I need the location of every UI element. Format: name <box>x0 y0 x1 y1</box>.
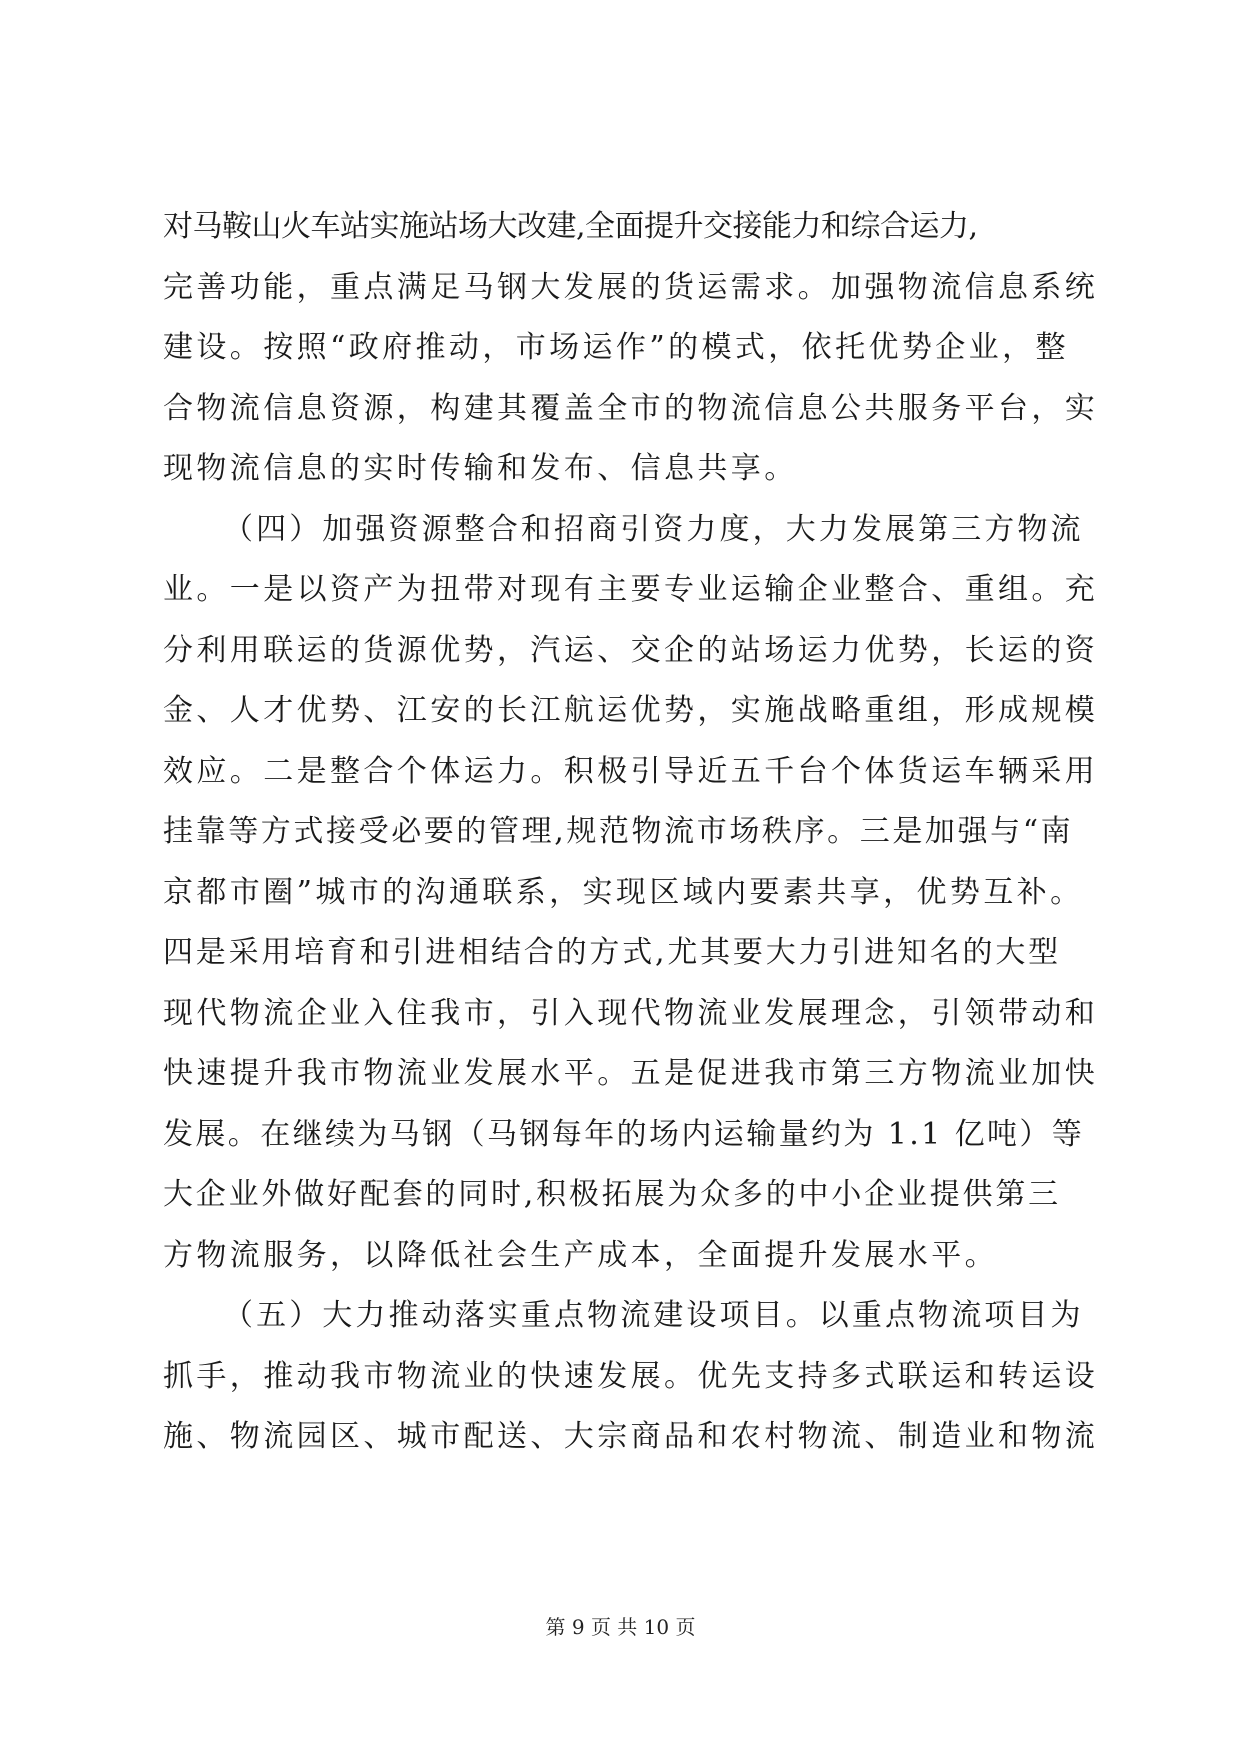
text-line: 发展。在继续为马钢（马钢每年的场内运输量约为 1.1 亿吨）等 <box>163 1116 1085 1152</box>
text-line: 业。一是以资产为扭带对现有主要专业运输企业整合、重组。充 <box>163 572 1099 607</box>
text-line: （四）加强资源整合和招商引资力度，大力发展第三方物流 <box>223 511 1084 547</box>
text-line: 合物流信息资源，构建其覆盖全市的物流信息公共服务平台，实 <box>163 390 1099 426</box>
body-text <box>163 207 1099 1478</box>
text-line: 效应。二是整合个体运力。积极引导近五千台个体货运车辆采用 <box>163 753 1099 789</box>
text-line: 四是采用培育和引进相结合的方式,尤其要大力引进知名的大型 <box>163 935 1061 970</box>
text-line: 挂靠等方式接受必要的管理,规范物流市场秩序。三是加强与“南 <box>163 814 1074 849</box>
text-line: 抓手，推动我市物流业的快速发展。优先支持多式联运和转运设 <box>163 1358 1099 1394</box>
text-line: 建设。按照“政府推动，市场运作”的模式，依托优势企业，整 <box>163 330 1069 365</box>
text-line: 京都市圈”城市的沟通联系，实现区域内要素共享，优势互补。 <box>163 874 1084 910</box>
text-line: 快速提升我市物流业发展水平。五是促进我市第三方物流业加快 <box>163 1056 1099 1091</box>
text-line: 大企业外做好配套的同时,积极拓展为众多的中小企业提供第三 <box>163 1177 1061 1212</box>
text-line: 方物流服务，以降低社会生产成本，全面提升发展水平。 <box>163 1237 998 1273</box>
text-line: 施、物流园区、城市配送、大宗商品和农村物流、制造业和物流 <box>163 1419 1099 1454</box>
text-line: 金、人才优势、江安的长江航运优势，实施战略重组，形成规模 <box>163 693 1099 728</box>
text-line: 现代物流企业入住我市，引入现代物流业发展理念，引领带动和 <box>163 995 1099 1031</box>
text-line: 完善功能，重点满足马钢大发展的货运需求。加强物流信息系统 <box>163 269 1099 305</box>
text-line: 对马鞍山火车站实施站场大改建,全面提升交接能力和综合运力, <box>163 209 978 244</box>
text-line: 现物流信息的实时传输和发布、信息共享。 <box>163 451 798 486</box>
page-footer: 第 9 页 共 10 页 <box>545 1615 696 1639</box>
text-line: 分利用联运的货源优势，汽运、交企的站场运力优势，长运的资 <box>163 632 1099 668</box>
text-line: （五）大力推动落实重点物流建设项目。以重点物流项目为 <box>223 1298 1084 1333</box>
